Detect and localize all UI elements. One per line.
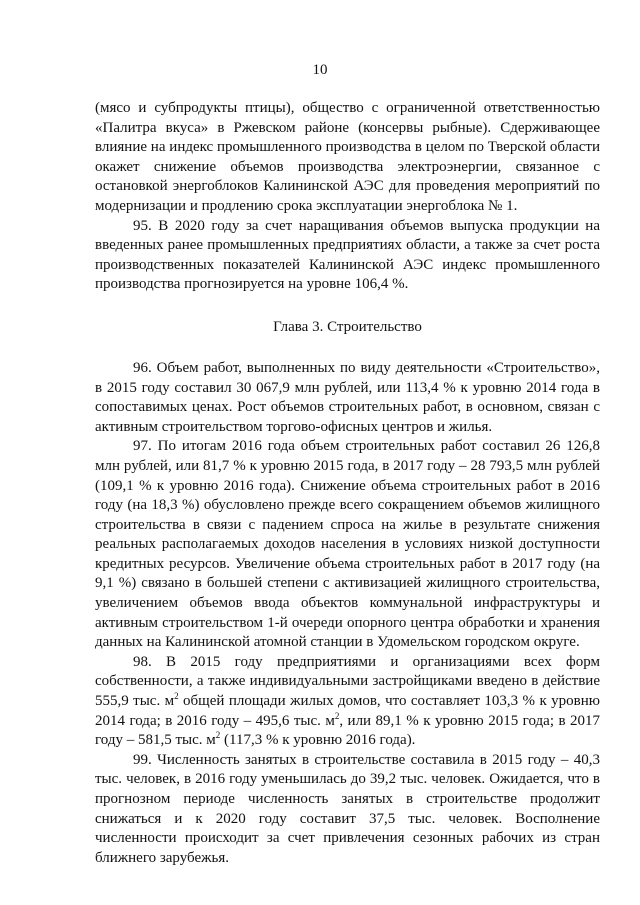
superscript-2: 2	[174, 691, 179, 702]
paragraph-98	[95, 653, 600, 751]
page-number: 10	[312, 62, 328, 78]
chapter-title: Глава 3. Строительство	[273, 318, 422, 335]
paragraph-98-part1: 98. В 2015 году предприятиями и организациями всех форм собственности, а также индивидуальными застройщиками введено в действие 555,9 тыс. м	[95, 653, 600, 710]
paragraph-continuation: (мясо и субпродукты птицы), общество с ограниченной ответственностью «Палитра вкуса» в Ржевском районе (консервы рыбные). Сдерживающее влияние на индекс промышленного производства в целом по Тверской области окажет снижение объемов производства электроэнергии, связанное с остановкой энергоблоков Калининской АЭС для проведения мероприятий по модернизации и продлению срока эксплуатации энергоблока № 1.	[95, 100, 600, 214]
paragraph-97: 97. По итогам 2016 года объем строительных работ составил 26 126,8 млн рублей, или 81,7 % к уровню 2015 года, в 2017 году – 28 793,5 млн рублей (109,1 % к уровню 2016 года). Снижение объема строительных работ в 2016 году (на 18,3 %) обусловлено прежде всего сокращением объемов жилищного строительства в связи с падением спроса на жилье в результате снижения реальных располагаемых доходов населения в условиях низкой доступности кредитных ресурсов. Увеличение объема строительных работ в 2017 году (на 9,1 %) связано в большей степени с активизацией жилищного строительства, увеличением объемов ввода объектов коммунальной инфраструктуры и активным строительством 1-й очереди опорного центра обработки и хранения данных на Калининской атомной станции в Удомельском городском округе.	[95, 438, 600, 651]
paragraph-96: 96. Объем работ, выполненных по виду деятельности «Строительство», в 2015 году составил 30 067,9 млн рублей, или 113,4 % к уровню 2014 года в сопоставимых ценах. Рост объемов строительных работ, в основном, связан с активным строительством торгово-офисных центров и жилья.	[95, 359, 600, 435]
paragraph-98-part3: , или 89,1 % к уровню 2015 года; в 2017 году – 581,5 тыс. м	[95, 712, 600, 749]
document-body	[95, 99, 600, 868]
paragraph-98-part2: общей площади жилых домов, что составляет 103,3 % к уровню 2014 года; в 2016 году – 495,6 тыс. м	[95, 693, 600, 729]
superscript-2: 2	[334, 710, 340, 721]
paragraph-95: 95. В 2020 году за счет наращивания объемов выпуска продукции на введенных ранее промышленных предприятиях области, а также за счет роста производственных показателей Калининской АЭС индекс промышленного производства прогнозируется на уровне 106,4 %.	[95, 217, 600, 293]
paragraph-98-part4: (117,3 % к уровню 2016 года).	[220, 732, 416, 749]
superscript-2: 2	[215, 730, 221, 741]
paragraph-99: 99. Численность занятых в строительстве составила в 2015 году – 40,3 тыс. человек, в 2016 году уменьшилась до 39,2 тыс. человек. Ожидается, что в прогнозном периоде численность занятых в строительстве продолжит снижаться и к 2020 году составит 37,5 тыс. человек. Восполнение численности происходит за счет привлечения сезонных рабочих из стран ближнего зарубежья.	[95, 751, 600, 866]
